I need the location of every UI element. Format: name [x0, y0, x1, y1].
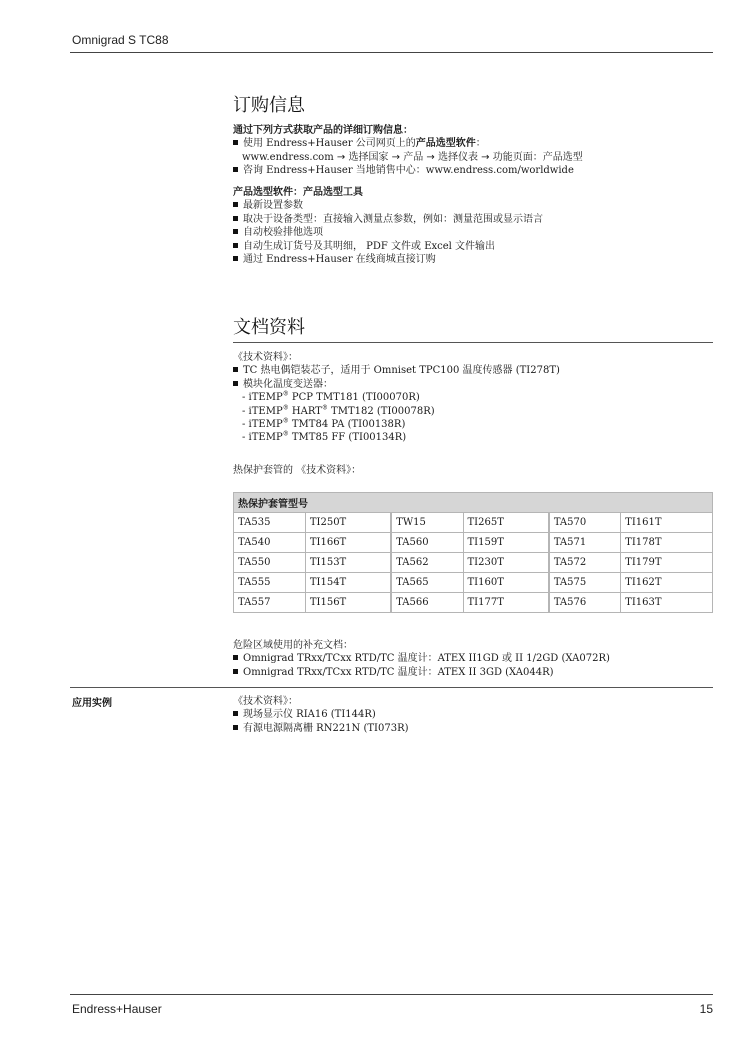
transmitter-text: HART: [288, 405, 322, 417]
table-cell: TA575: [549, 573, 621, 593]
table-cell: TI162T: [621, 573, 713, 593]
ordering-intro: 通过下列方式获取产品的详细订购信息：: [233, 125, 413, 136]
configurator-link-text: 产品选型软件: [415, 138, 476, 150]
hazard-content: [233, 639, 713, 679]
documentation-bullet: TC 热电偶铠装芯子，适用于 Omniset TPC100 温度传感器 (TI278T): [233, 364, 713, 377]
table-cell: TA550: [234, 553, 306, 573]
table-cell: TA570: [549, 513, 621, 533]
configurator-content: [233, 186, 713, 266]
transmitter-text: - iTEMP: [242, 419, 283, 431]
arrow-right-icon: →: [426, 151, 435, 163]
documentation-content: [233, 351, 713, 445]
application-item: 有源电源隔离栅 RN221N (TI073R): [233, 722, 713, 735]
table-cell: TA565: [391, 573, 463, 593]
application-item: 现场显示仪 RIA16 (TI144R): [233, 708, 713, 721]
registered-mark: ®: [282, 404, 289, 412]
table-cell: TI250T: [305, 513, 391, 533]
table-row: [234, 533, 713, 553]
table-cell: TA562: [391, 553, 463, 573]
transmitter-text: - iTEMP: [242, 432, 283, 444]
configurator-item: 通过 Endress+Hauser 在线商城直接订购: [233, 253, 713, 266]
transmitter-item: [233, 418, 713, 431]
thermowell-table-header: 热保护套管型号: [234, 493, 713, 513]
table-row: [234, 513, 713, 533]
table-cell: TI156T: [305, 593, 391, 613]
application-side-label: 应用实例: [72, 698, 112, 709]
table-cell: TI163T: [621, 593, 713, 613]
page-number: 15: [699, 1002, 713, 1016]
table-row: [234, 593, 713, 613]
table-cell: TA535: [234, 513, 306, 533]
documentation-section-title: 文档资料: [233, 317, 305, 338]
ordering-bullet-configurator: [233, 137, 713, 150]
table-cell: TI161T: [621, 513, 713, 533]
documentation-bullet: 模块化温度变送器：: [233, 378, 713, 391]
table-cell: TI179T: [621, 553, 713, 573]
table-cell: TI166T: [305, 533, 391, 553]
application-content: [233, 695, 713, 735]
configurator-item: 自动校验排他选项: [233, 226, 713, 239]
path-step: 选择国家: [348, 151, 389, 163]
table-cell: TI154T: [305, 573, 391, 593]
transmitter-text: TMT84 PA (TI00138R): [288, 419, 406, 431]
path-step: 选择仪表: [437, 151, 478, 163]
application-divider: [70, 687, 713, 688]
table-header-row: [234, 493, 713, 513]
table-cell: TW15: [391, 513, 463, 533]
endress-url[interactable]: www.endress.com: [242, 151, 334, 163]
configurator-item: 自动生成订货号及其明细， PDF 文件或 Excel 文件输出: [233, 240, 713, 253]
configurator-item: 取决于设备类型：直接输入测量点参数，例如：测量范围或显示语言: [233, 213, 713, 226]
table-cell: TA555: [234, 573, 306, 593]
table-cell: TI153T: [305, 553, 391, 573]
table-cell: TA540: [234, 533, 306, 553]
transmitter-item: [233, 391, 713, 404]
transmitter-item: [233, 431, 713, 444]
hazard-item: Omnigrad TRxx/TCxx RTD/TC 温度计：ATEX II1GD 或 II 1/2GD (XA072R): [233, 652, 713, 665]
configurator-heading: 产品选型软件：产品选型工具: [233, 187, 363, 198]
hazard-item: Omnigrad TRxx/TCxx RTD/TC 温度计：ATEX II 3GD (XA044R): [233, 666, 713, 679]
table-cell: TI177T: [463, 593, 549, 613]
ordering-bullet-sales-center: 咨询 Endress+Hauser 当地销售中心：www.endress.com/worldwide: [233, 164, 713, 177]
header-divider: [70, 52, 713, 53]
transmitter-item: [233, 405, 713, 418]
table-cell: TI265T: [463, 513, 549, 533]
registered-mark: ®: [321, 404, 328, 412]
bullet-text-suffix: ：: [475, 138, 486, 150]
table-row: [234, 573, 713, 593]
transmitter-text: TMT182 (TI00078R): [327, 405, 435, 417]
transmitter-text: - iTEMP: [242, 392, 283, 404]
registered-mark: ®: [282, 431, 289, 439]
configurator-path: [233, 151, 713, 164]
arrow-right-icon: →: [481, 151, 490, 163]
arrow-right-icon: →: [391, 151, 401, 163]
thermowell-table: [233, 492, 713, 613]
table-cell: TA576: [549, 593, 621, 613]
bullet-text: 使用 Endress+Hauser 公司网页上的: [243, 138, 416, 150]
table-row: [234, 553, 713, 573]
table-cell: TA557: [234, 593, 306, 613]
documentation-divider: [233, 342, 713, 343]
arrow-right-icon: →: [336, 151, 346, 163]
table-cell: TA572: [549, 553, 621, 573]
registered-mark: ®: [282, 417, 289, 425]
document-header-title: Omnigrad S TC88: [72, 33, 169, 47]
transmitter-text: - iTEMP: [242, 405, 283, 417]
path-step: 功能页面：产品选型: [492, 151, 583, 163]
thermowell-intro: 热保护套管的 《技术资料》：: [233, 465, 362, 476]
path-step: 产品: [403, 151, 424, 163]
table-cell: TA566: [391, 593, 463, 613]
hazard-intro: 危险区域使用的补充文档：: [233, 640, 353, 651]
configurator-item: 最新设置参数: [233, 199, 713, 212]
table-cell: TI160T: [463, 573, 549, 593]
footer-brand: Endress+Hauser: [72, 1002, 162, 1016]
footer-divider: [70, 994, 713, 995]
table-cell: TI178T: [621, 533, 713, 553]
transmitter-text: PCP TMT181 (TI00070R): [288, 392, 420, 404]
table-cell: TA571: [549, 533, 621, 553]
tech-info-label: 《技术资料》：: [233, 352, 298, 363]
table-cell: TA560: [391, 533, 463, 553]
ordering-content: [233, 124, 713, 178]
registered-mark: ®: [282, 390, 289, 398]
table-cell: TI230T: [463, 553, 549, 573]
transmitter-text: TMT85 FF (TI00134R): [288, 432, 407, 444]
tech-info-label: 《技术资料》：: [233, 696, 298, 707]
table-cell: TI159T: [463, 533, 549, 553]
ordering-section-title: 订购信息: [233, 95, 305, 116]
